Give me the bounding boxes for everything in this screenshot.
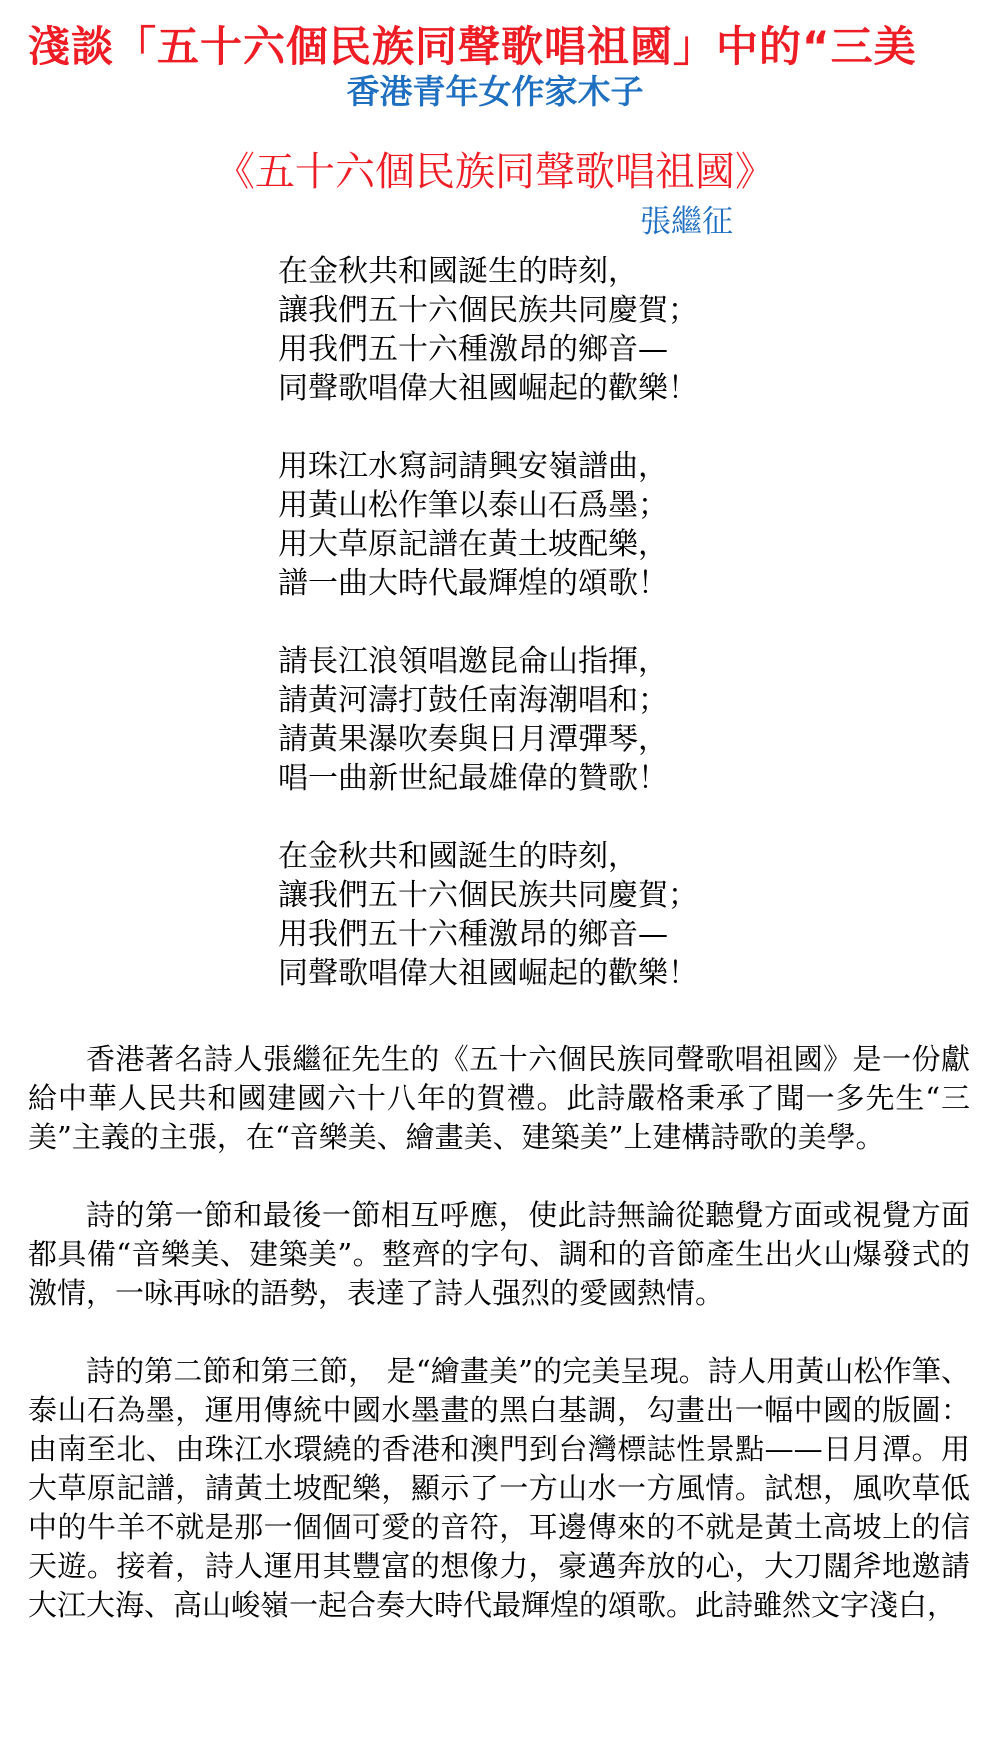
essay-paragraph-1: 香港著名詩人張繼征先生的《五十六個民族同聲歌唱祖國》是一份獻給中華人民共和國建國六十八年的賀禮。此詩嚴格秉承了聞一多先生“三美”主義的主張，在“音樂美、繪畫美、建築美”上建構詩歌的美學。 [28,1042,970,1154]
poem-line: 用我們五十六種激昂的鄉音— [278,332,668,367]
poem-stanza-1 [278,252,698,408]
poem-line: 在金秋共和國誕生的時刻， [278,839,638,874]
poem-line: 讓我們五十六個民族共同慶賀； [278,878,698,913]
poem-body [278,252,698,1032]
poem-author: 張繼征 [640,204,733,240]
poem-line: 譜一曲大時代最輝煌的頌歌！ [278,566,668,601]
poem-line: 同聲歌唱偉大祖國崛起的歡樂！ [278,956,698,991]
essay-paragraph-2: 詩的第一節和最後一節相互呼應，使此詩無論從聽覺方面或視覺方面都具備“音樂美、建築美”。整齊的字句、調和的音節產生出火山爆發式的激情，一咏再咏的語勢，表達了詩人强烈的愛國熱情。 [28,1198,970,1310]
poem-line: 讓我們五十六個民族共同慶賀； [278,293,698,328]
poem-stanza-3 [278,642,698,798]
poem-line: 用珠江水寫詞請興安嶺譜曲， [278,449,668,484]
poem-line: 請黃果瀑吹奏與日月潭彈琴， [278,722,668,757]
article-title: 淺談「五十六個民族同聲歌唱祖國」中的“三美 [28,22,917,71]
poem-line: 請黃河濤打鼓任南海潮唱和； [278,683,668,718]
poem-line: 同聲歌唱偉大祖國崛起的歡樂！ [278,371,698,406]
poem-line: 請長江浪領唱邀昆侖山指揮， [278,644,668,679]
poem-line: 用我們五十六種激昂的鄉音— [278,917,668,952]
poem-line: 在金秋共和國誕生的時刻， [278,254,638,289]
poem-line: 唱一曲新世紀最雄偉的贊歌！ [278,761,668,796]
essay-paragraph-3: 詩的第二節和第三節， 是“繪畫美”的完美呈現。詩人用黃山松作筆、泰山石為墨，運用傳統中國水墨畫的黑白基調，勾畫出一幅中國的版圖：由南至北、由珠江水環繞的香港和澳門到台灣標誌性景點——日月潭。用大草原記譜，請黃土坡配樂，顯示了一方山水一方風情。試想，風吹草低中的牛羊不就是那一個個可愛的音符，耳邊傳來的不就是黃土高坡上的信天遊。接着，詩人運用其豐富的想像力，豪邁奔放的心，大刀闊斧地邀請大江大海、高山峻嶺一起合奏大時代最輝煌的頌歌。此詩雖然文字淺白， [28,1354,970,1622]
poem-line: 用大草原記譜在黃土坡配樂， [278,527,668,562]
poem-stanza-2 [278,447,698,603]
essay-body [28,1040,970,1664]
article-byline: 香港青年女作家木子 [346,72,644,111]
poem-line: 用黃山松作筆以泰山石爲墨； [278,488,668,523]
poem-stanza-4 [278,837,698,993]
poem-title: 《五十六個民族同聲歌唱祖國》 [215,149,775,195]
